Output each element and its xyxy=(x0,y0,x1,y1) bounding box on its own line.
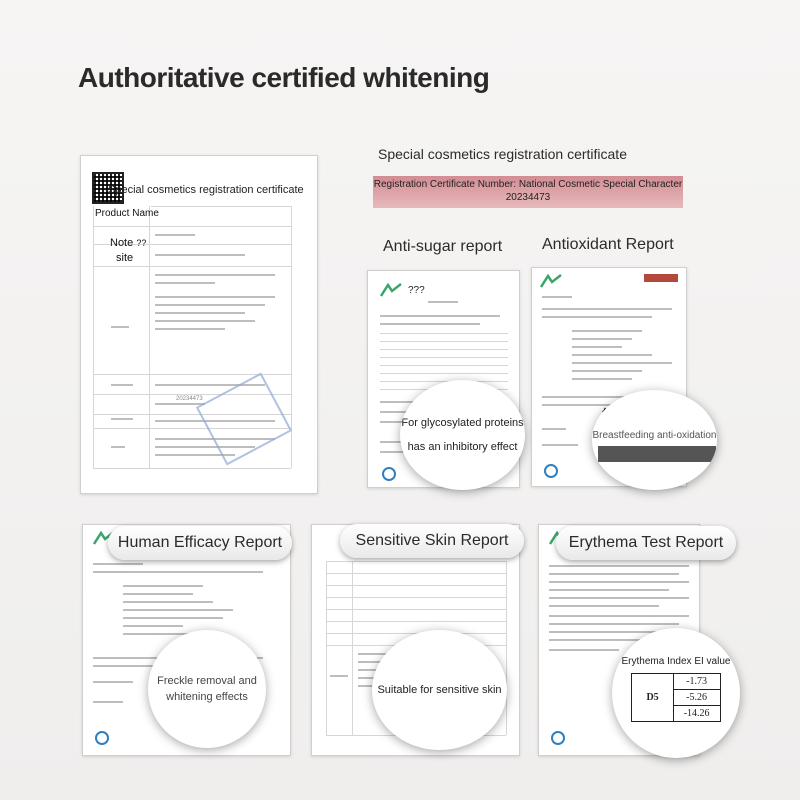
erythema-index-table xyxy=(631,673,720,722)
approval-number: 20234473 xyxy=(176,396,203,402)
registration-heading: Special cosmetics registration certificate xyxy=(378,146,627,162)
anti-sugar-magnifier-line2: has an inhibitory effect xyxy=(407,441,518,453)
erythema-value: -5.26 xyxy=(673,690,720,706)
product-name-label: Product Name xyxy=(95,208,159,219)
lab-logo-icon xyxy=(540,274,562,288)
antioxidant-heading: Antioxidant Report xyxy=(542,236,674,253)
human-efficacy-magnifier-line2: whitening effects xyxy=(166,691,248,703)
sensitive-skin-magnifier xyxy=(372,630,507,750)
note-label-text: Note xyxy=(110,237,134,249)
registration-number-bar xyxy=(373,176,683,208)
antioxidant-magnifier xyxy=(592,390,717,490)
note-label xyxy=(110,237,146,249)
erythema-value: -14.26 xyxy=(673,706,720,722)
certification-mark-icon xyxy=(95,731,117,745)
sensitive-skin-heading: Sensitive Skin Report xyxy=(340,524,524,558)
certification-mark-icon xyxy=(382,467,404,481)
antioxidant-magnifier-text: Breastfeeding anti-oxidation xyxy=(592,430,717,441)
certification-mark-icon xyxy=(551,731,573,745)
unknown-glyph: ?? xyxy=(136,238,147,248)
human-efficacy-magnifier xyxy=(148,630,266,748)
certification-mark-icon xyxy=(544,464,566,478)
page-title: Authoritative certified whitening xyxy=(78,62,490,93)
human-efficacy-heading: Human Efficacy Report xyxy=(108,526,292,560)
anti-sugar-magnifier xyxy=(400,380,525,490)
registration-number-line1: Registration Certificate Number: National Cosmetic Special Character xyxy=(373,179,683,190)
partner-logo xyxy=(644,274,678,282)
erythema-heading: Erythema Test Report xyxy=(556,526,736,560)
certificate-overlay-title: Special cosmetics registration certificate xyxy=(108,184,304,196)
erythema-magnifier xyxy=(612,628,740,758)
human-efficacy-magnifier-line1: Freckle removal and xyxy=(157,675,257,687)
anti-sugar-magnifier-line1: For glycosylated proteins xyxy=(401,417,524,429)
erythema-magnifier-title: Erythema Index EI value xyxy=(621,656,731,667)
official-stamp xyxy=(196,372,292,465)
erythema-value: -1.73 xyxy=(673,674,720,690)
sensitive-skin-magnifier-text: Suitable for sensitive skin xyxy=(377,684,502,696)
redaction-bar xyxy=(598,446,716,462)
lab-logo-glyph: ??? xyxy=(408,285,425,296)
registration-certificate-document xyxy=(80,155,318,494)
lab-logo-icon xyxy=(380,283,402,297)
erythema-row-label: D5 xyxy=(632,674,673,722)
registration-number-line2: 20234473 xyxy=(505,192,551,203)
site-label: site xyxy=(116,252,134,264)
anti-sugar-heading: Anti-sugar report xyxy=(383,238,503,255)
